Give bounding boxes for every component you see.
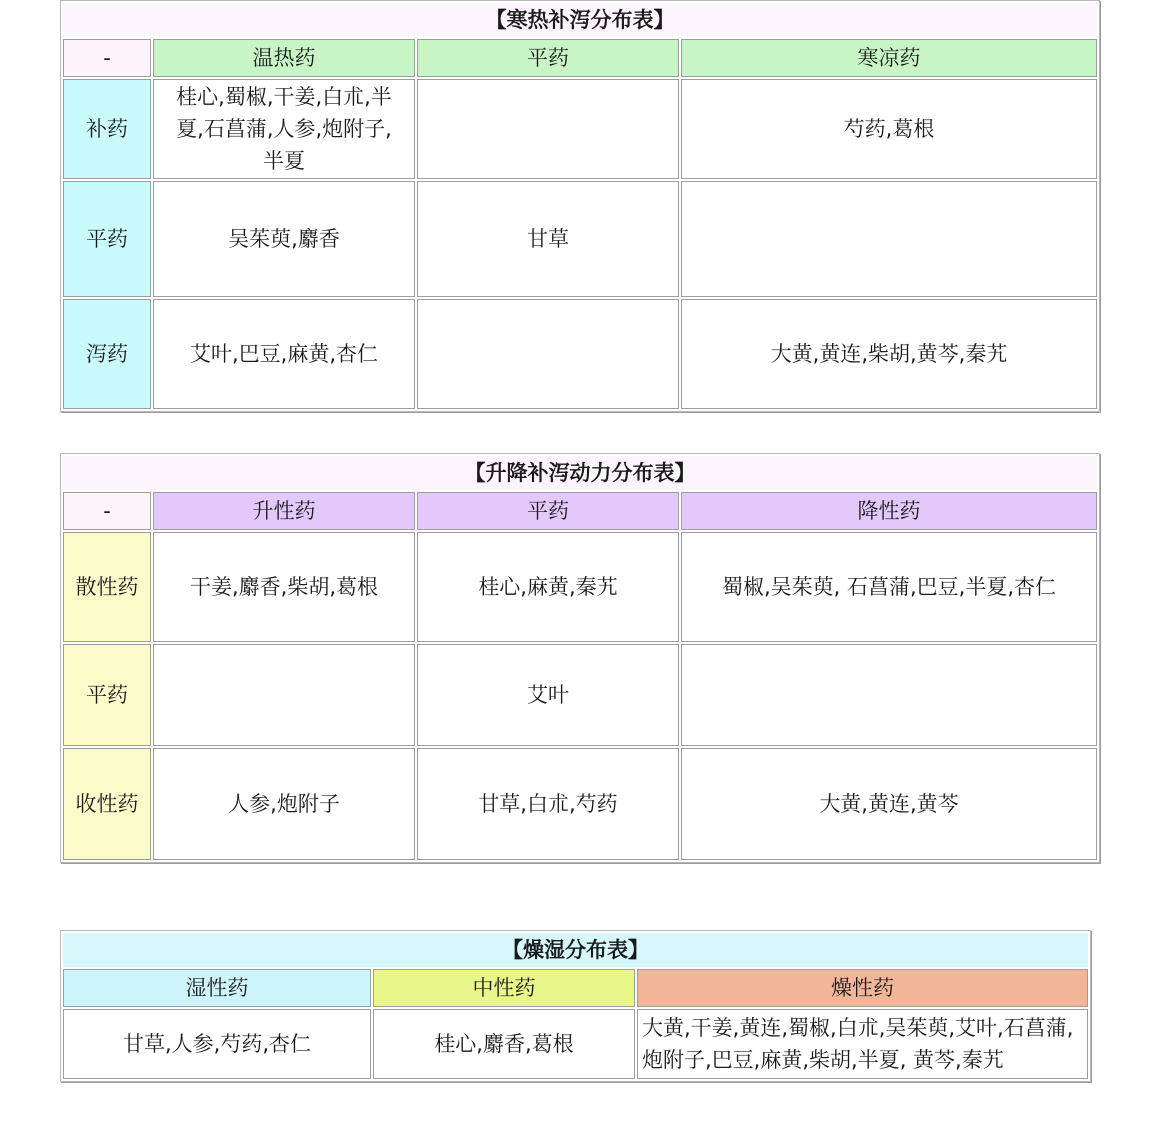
row-header-drain: 泻药 (63, 299, 151, 409)
table-cell: 桂心,麝香,葛根 (373, 1009, 635, 1079)
table-cell (681, 644, 1097, 746)
table-cell (681, 181, 1097, 297)
table-cell: 芍药,葛根 (681, 79, 1097, 179)
dry-wet-distribution-table (60, 930, 1091, 1082)
cold-heat-tonify-drain-table (60, 0, 1100, 412)
table-cell: 大黄,黄连,黄芩 (681, 748, 1097, 860)
table-cell (417, 299, 679, 409)
table-cell: 桂心,蜀椒,干姜,白朮,半夏,石菖蒲,人参,炮附子,半夏 (153, 79, 415, 179)
table-cell: 人参,炮附子 (153, 748, 415, 860)
table-cell: 干姜,麝香,柴胡,葛根 (153, 532, 415, 642)
table-cell: 甘草,人参,芍药,杏仁 (63, 1009, 371, 1079)
table-cell: 甘草 (417, 181, 679, 297)
table-cell: 艾叶,巴豆,麻黄,杏仁 (153, 299, 415, 409)
table-cell: 桂心,麻黄,秦艽 (417, 532, 679, 642)
table-cell (153, 644, 415, 746)
ascend-descend-dynamics-table (60, 453, 1100, 863)
column-header-dry: 燥性药 (637, 969, 1088, 1007)
column-header-ascending: 升性药 (153, 492, 415, 530)
row-header-neutral: 平药 (63, 644, 151, 746)
table-title: 【燥湿分布表】 (63, 933, 1088, 967)
column-header-neutral: 平药 (417, 492, 679, 530)
row-header-tonify: 补药 (63, 79, 151, 179)
column-header-neutral: 中性药 (373, 969, 635, 1007)
table-cell: 大黄,干姜,黄连,蜀椒,白朮,吴茱萸,艾叶,石菖蒲,炮附子,巴豆,麻黄,柴胡,半夏, 黄芩,秦艽 (637, 1009, 1088, 1079)
table-cell (417, 79, 679, 179)
row-header-astringent: 收性药 (63, 748, 151, 860)
column-header-cold: 寒凉药 (681, 39, 1097, 77)
table-cell: 吴茱萸,麝香 (153, 181, 415, 297)
table-cell: 艾叶 (417, 644, 679, 746)
column-header-neutral: 平药 (417, 39, 679, 77)
row-header-neutral: 平药 (63, 181, 151, 297)
table-title: 【升降补泻动力分布表】 (63, 456, 1097, 490)
column-header-wet: 湿性药 (63, 969, 371, 1007)
corner-cell: - (63, 492, 151, 530)
row-header-dispersing: 散性药 (63, 532, 151, 642)
column-header-descending: 降性药 (681, 492, 1097, 530)
table-title: 【寒热补泻分布表】 (63, 3, 1097, 37)
corner-cell: - (63, 39, 151, 77)
column-header-warm: 温热药 (153, 39, 415, 77)
table-cell: 甘草,白朮,芍药 (417, 748, 679, 860)
table-cell: 蜀椒,吴茱萸, 石菖蒲,巴豆,半夏,杏仁 (681, 532, 1097, 642)
table-cell: 大黄,黄连,柴胡,黄芩,秦艽 (681, 299, 1097, 409)
